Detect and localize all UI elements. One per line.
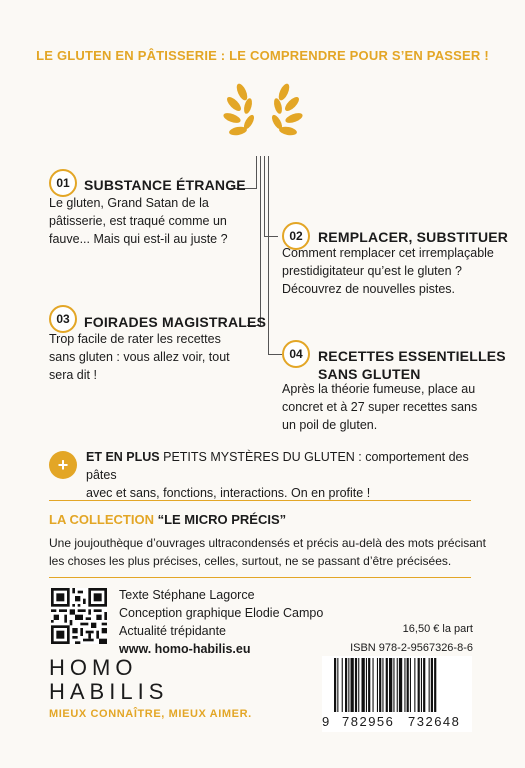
section-text: Le gluten, Grand Satan de la pâtisserie, est traqué comme un fauve... Mais qui est-il au juste ? [49, 196, 228, 246]
connector-line [264, 156, 265, 237]
tagline: MIEUX CONNAÎTRE, MIEUX AIMER. [49, 708, 252, 720]
barcode-bar [397, 658, 398, 712]
section-text: Après la théorie fumeuse, place au concret et à 27 super recettes sans un poil de gluten. [282, 382, 478, 432]
barcode-right-digits: 732648 [408, 714, 461, 729]
barcode-left-digits: 782956 [342, 714, 395, 729]
barcode-bar [334, 658, 336, 712]
barcode [322, 656, 472, 732]
barcode-bar [404, 658, 405, 712]
barcode-bar [382, 658, 383, 712]
section-text: Comment remplacer cet irremplaçable prestidigitateur qu’est le gluten ? Découvrez de nouvelles pistes. [282, 246, 494, 296]
credits: Texte Stéphane Lagorce Conception graphique Elodie Campo Actualité trépidante www. homo-habilis.eu [119, 588, 324, 656]
barcode-bar [410, 658, 411, 712]
barcode-bar [337, 658, 338, 712]
extra-lead: ET EN PLUS [86, 450, 160, 464]
barcode-bar [348, 658, 349, 712]
barcode-bar [407, 658, 409, 712]
collection-heading: LA COLLECTION “LE MICRO PRÉCIS” [49, 512, 287, 527]
barcode-bar [366, 658, 367, 712]
price: 16,50 € la part [402, 623, 473, 635]
extra-highlight: PETITS MYSTÈRES DU GLUTEN [163, 450, 355, 464]
barcode-bar [393, 658, 394, 712]
barcode-bar [377, 658, 378, 712]
barcode-bar [362, 658, 365, 712]
section-number-badge: 03 [49, 305, 77, 333]
barcode-bar [421, 658, 422, 712]
barcode-bar [379, 658, 381, 712]
barcode-bars [322, 656, 472, 716]
collection-text: Une joujouthèque d’ouvrages ultracondensés et précis au-delà des mots précisant les choses les plus précises, celles, surtout, ne se passant d’être précisées. [49, 536, 486, 568]
barcode-bar [345, 658, 347, 712]
section-number-badge: 04 [282, 340, 310, 368]
barcode-bar [423, 658, 425, 712]
divider [49, 577, 471, 578]
section-title: FOIRADES MAGISTRALES [84, 314, 267, 330]
barcode-bar [414, 658, 415, 712]
website-link[interactable]: www. homo-habilis.eu [119, 642, 251, 656]
connector-line [260, 156, 261, 326]
page-title: LE GLUTEN EN PÂTISSERIE : LE COMPRENDRE POUR S’EN PASSER ! [36, 48, 489, 63]
section-text: Trop facile de rater les recettes sans gluten : vous allez voir, tout sera dit ! [49, 332, 230, 382]
section-title: RECETTES ESSENTIELLES SANS GLUTEN [318, 348, 506, 382]
barcode-bar [368, 658, 370, 712]
barcode-bar [358, 658, 359, 712]
connector-line [256, 156, 257, 188]
barcode-bar [431, 658, 433, 712]
barcode-bar [351, 658, 354, 712]
qr-code [51, 588, 107, 644]
isbn: ISBN 978-2-9567326-8-6 [350, 642, 473, 654]
publisher-logo: HOMO HABILIS [49, 655, 169, 704]
barcode-bar [429, 658, 430, 712]
section-title: REMPLACER, SUBSTITUER [318, 229, 509, 245]
barcode-bar [399, 658, 402, 712]
barcode-bar [355, 658, 357, 712]
extra-text: ET EN PLUS PETITS MYSTÈRES DU GLUTEN : comportement des pâtes avec et sans, fonctions, interactions. On en profite ! [86, 450, 469, 500]
barcode-bar [342, 658, 343, 712]
section-title: SUBSTANCE ÉTRANGE [84, 177, 246, 193]
section-number-badge: 02 [282, 222, 310, 250]
plus-icon: + [49, 451, 77, 479]
barcode-bar [434, 658, 436, 712]
barcode-bar [418, 658, 420, 712]
connector-line [268, 354, 282, 355]
barcode-first-digit: 9 [322, 714, 330, 729]
connector-line [264, 236, 278, 237]
barcode-bar [386, 658, 388, 712]
barcode-bar [389, 658, 392, 712]
barcode-bar [373, 658, 374, 712]
connector-line [268, 156, 269, 355]
section-number-badge: 01 [49, 169, 77, 197]
laurel-icon [218, 78, 308, 148]
divider [49, 500, 471, 501]
